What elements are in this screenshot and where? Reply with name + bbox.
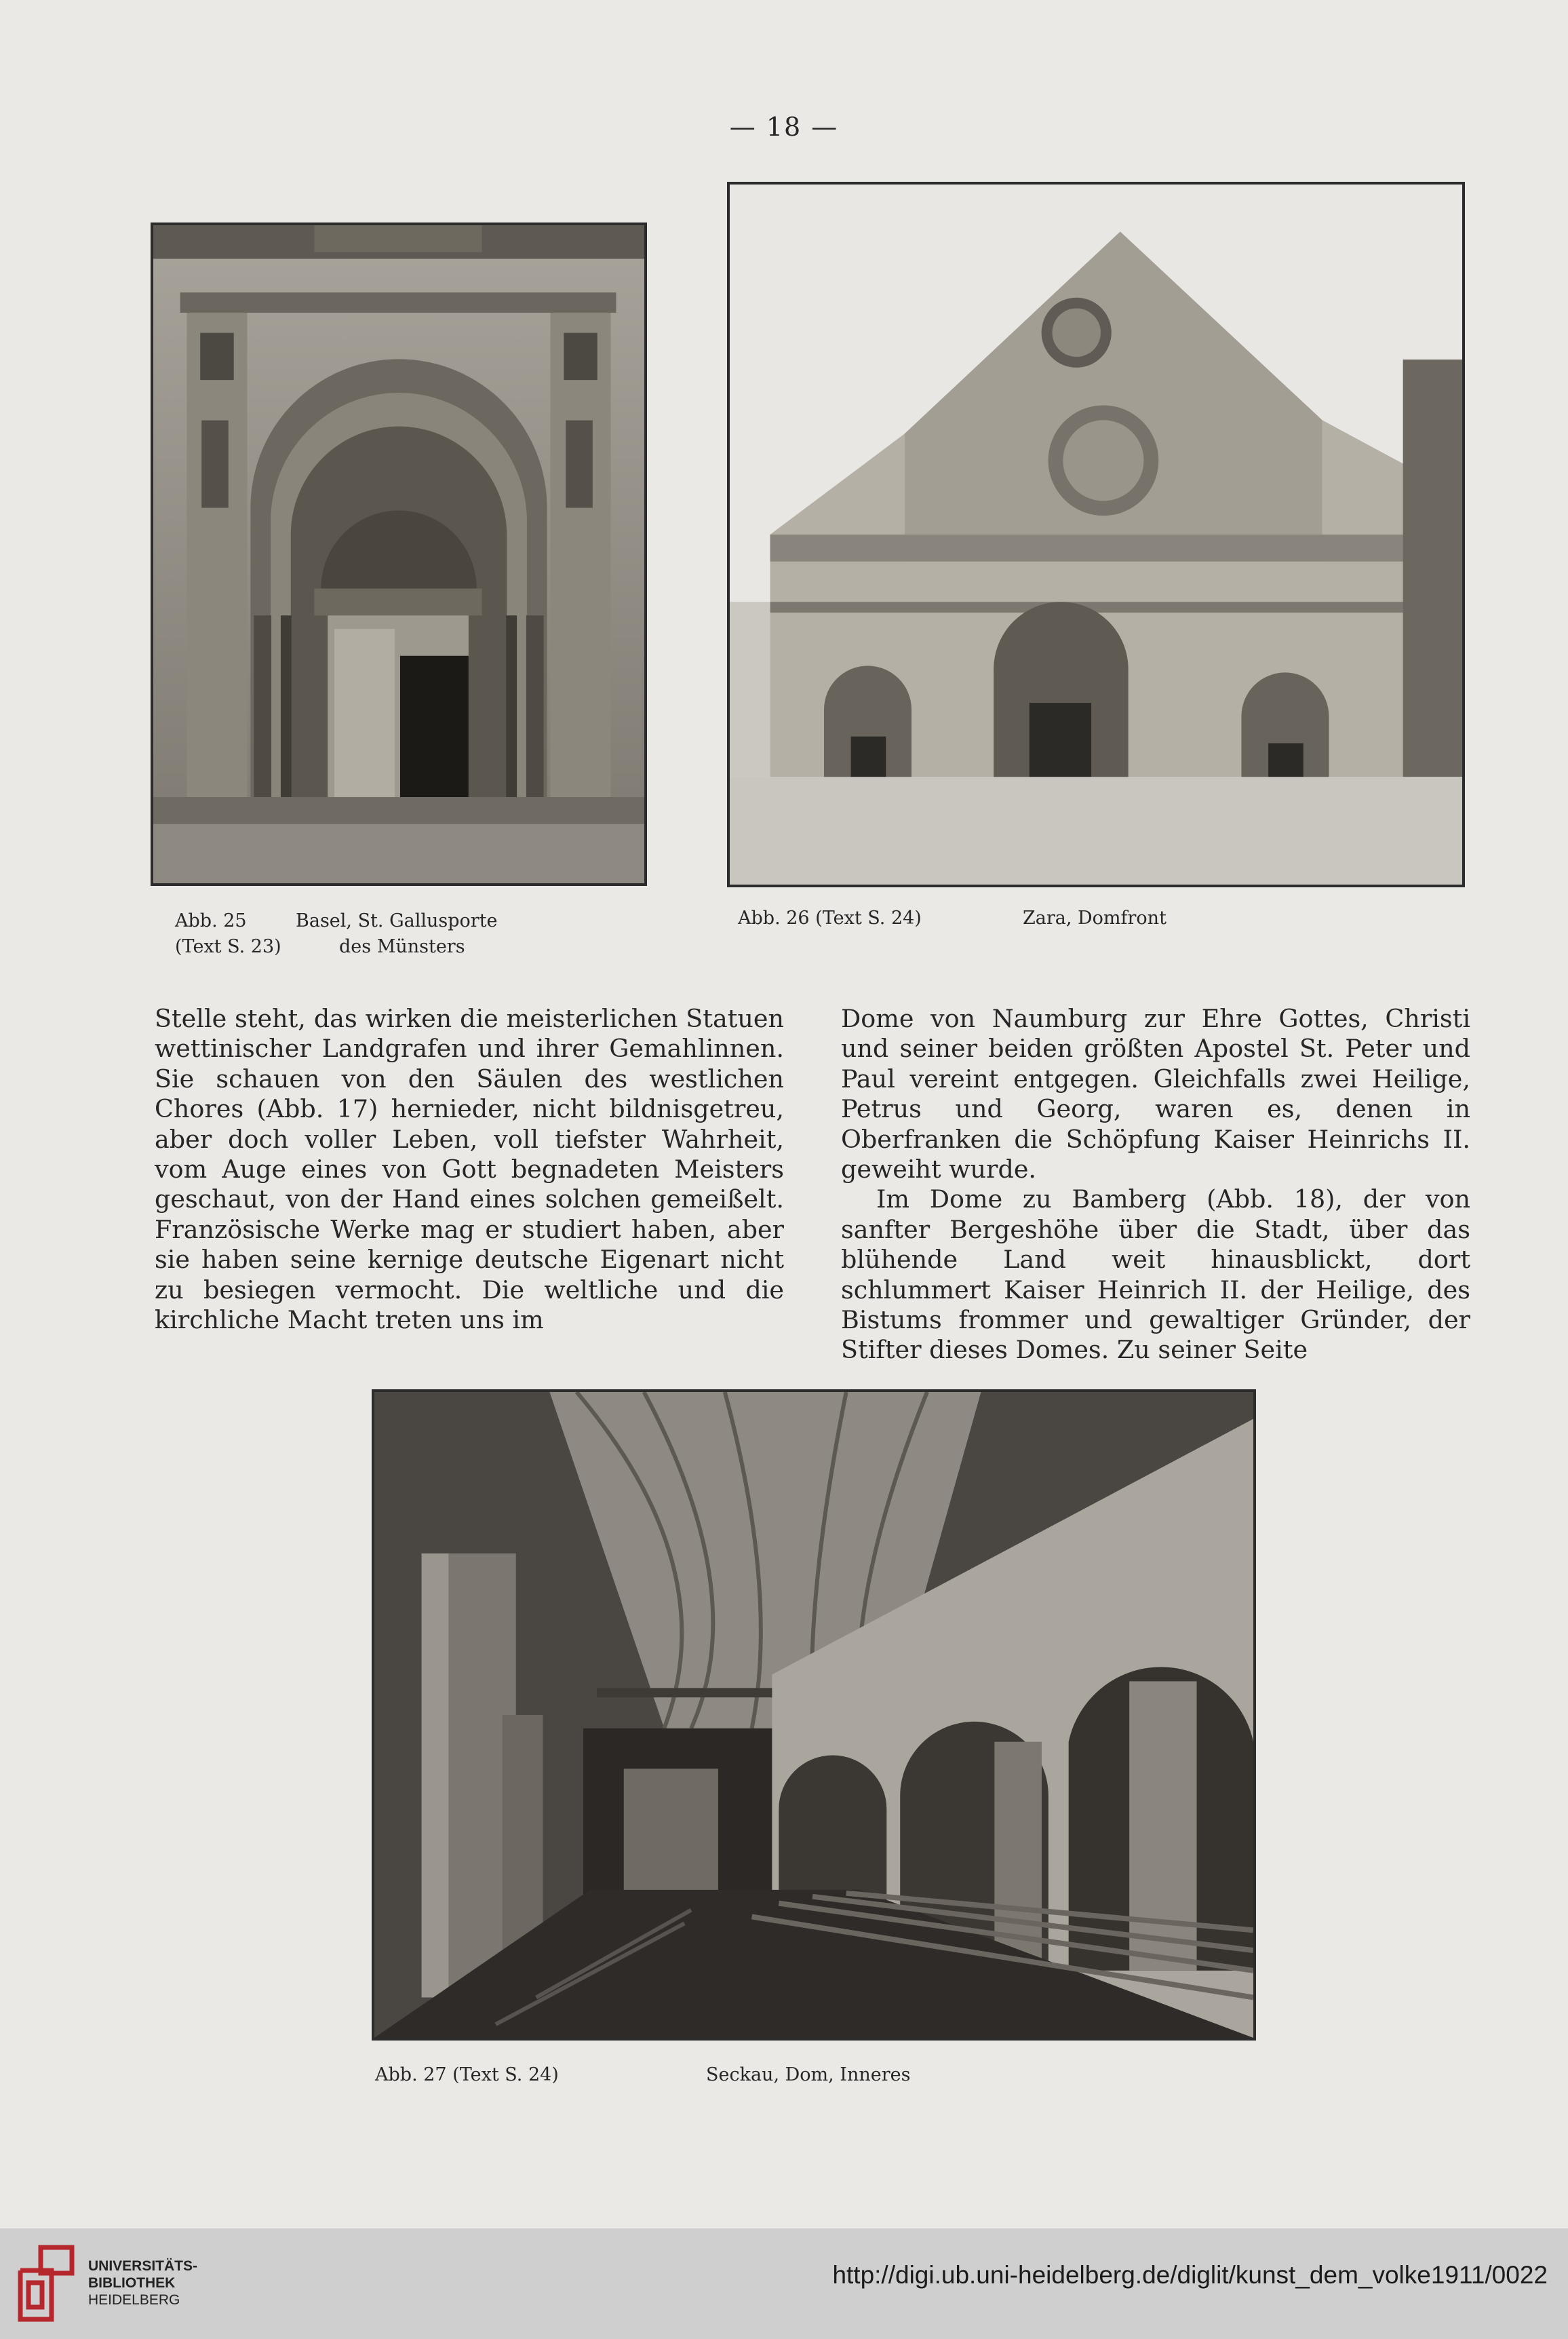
footer-bar <box>0 2228 1568 2339</box>
caption-fig26 <box>738 906 1253 933</box>
photo-zara-cathedral-facade <box>727 182 1465 887</box>
library-name-line1: UNIVERSITÄTS- <box>88 2258 198 2274</box>
caption-fig25-number: Abb. 25 <box>175 910 247 931</box>
library-logo-icon <box>15 2243 77 2323</box>
page-number: — 18 — <box>729 112 839 142</box>
caption-fig25-title-line2: des Münsters <box>339 936 465 957</box>
paragraph: Dome von Naumburg zur Ehre Gottes, Christi und seiner beiden größten Apostel St. Peter und Paul vereint entgegen. Gleichfalls zwei Heilige, Petrus und Georg, waren es, denen in Oberfranken die Schöpfung Kaiser Heinrichs II. geweiht wurde. <box>841 1004 1470 1184</box>
caption-fig27-number: Abb. 27 (Text S. 24) <box>375 2064 559 2085</box>
caption-fig25-title: Basel, St. Gallusporte <box>296 910 498 931</box>
paragraph: Im Dome zu Bamberg (Abb. 18), der von sanfter Bergeshöhe über die Stadt, über das blühende Land weit hinausblickt, dort schlummert Kaiser Heinrich II. der Heilige, des Bistums frommer und gewaltiger Gründer, der Stifter dieses Domes. Zu seiner Seite <box>841 1184 1470 1365</box>
library-name-line2: BIBLIOTHEK <box>88 2275 176 2291</box>
caption-fig25-ref: (Text S. 23) <box>175 936 281 957</box>
caption-fig27-title: Seckau, Dom, Inneres <box>706 2064 911 2085</box>
library-name-line3: HEIDELBERG <box>88 2292 180 2308</box>
library-name <box>88 2258 197 2308</box>
paragraph: Stelle steht, das wirken die meisterlichen Statuen wettinischer Landgrafen und ihrer Gemahlinnen. Sie schauen von den Säulen des westlichen Chores (Abb. 17) hernieder, nicht bildnisgetreu, aber doch voller Leben, voll tiefster Wahrheit, vom Auge eines von Gott begnadeten Meisters geschaut, von der Hand eines solchen gemeißelt. Französische Werke mag er studiert haben, aber sie haben seine kernige deutsche Eigenart nicht zu besiegen vermocht. Die weltliche und die kirchliche Macht treten uns im <box>155 1004 784 1335</box>
permalink-url[interactable]: http://digi.ub.uni-heidelberg.de/diglit/kunst_dem_volke1911/0022 <box>832 2261 1548 2289</box>
photo-basel-gallus-portal <box>151 223 647 886</box>
text-column-left <box>155 1004 784 1335</box>
caption-fig27 <box>375 2062 958 2089</box>
caption-fig25 <box>175 908 528 963</box>
caption-fig26-number: Abb. 26 (Text S. 24) <box>738 908 922 929</box>
photo-seckau-cathedral-interior <box>372 1389 1256 2041</box>
text-column-right <box>841 1004 1470 1366</box>
caption-fig26-title: Zara, Domfront <box>1023 908 1167 929</box>
